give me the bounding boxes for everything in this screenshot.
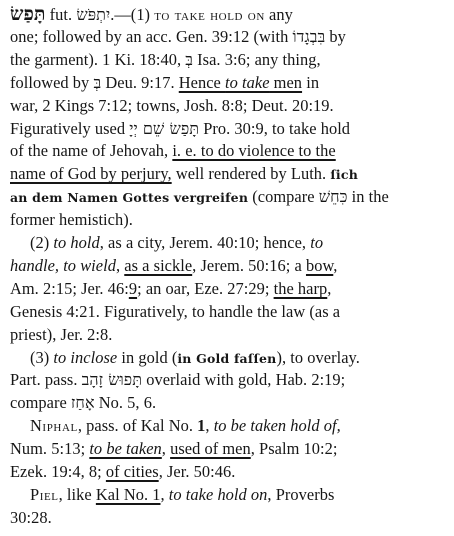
- underlined-italic-text: to take: [225, 72, 270, 92]
- text-run: Isa. 3:6; any thing,: [193, 49, 321, 69]
- text-run: , Jerem. 50:16; a: [192, 255, 306, 275]
- text-run: priest), Jer. 2:8.: [10, 324, 113, 344]
- underlined-text: 9: [128, 278, 138, 298]
- entry-line: [30, 347, 360, 370]
- hebrew-word: בְּ: [185, 49, 194, 69]
- small-caps-text: Niphal: [30, 416, 78, 436]
- hebrew-word: תָּפַשׂ שֵׁם יְיָ: [129, 118, 200, 138]
- entry-line: [10, 140, 336, 162]
- text-run: ,: [333, 255, 338, 275]
- text-run: in: [302, 72, 320, 92]
- underlined-text: as a sickle: [124, 255, 193, 275]
- text-run: , as a city, Jerem. 40:10; hence,: [99, 233, 311, 252]
- hebrew-word: יִתְפֹּשׂ: [76, 5, 111, 24]
- hebrew-word: כִּחֵשׁ: [318, 187, 348, 207]
- text-run: 30:28.: [10, 507, 52, 527]
- italic-text: to: [310, 233, 324, 252]
- entry-line: [10, 255, 337, 277]
- text-run: well rendered by Luth.: [171, 164, 331, 184]
- text-run: , Psalm 10:2;: [250, 439, 338, 459]
- underlined-text: used of men: [170, 439, 251, 459]
- italic-text: to hold: [53, 233, 100, 252]
- text-run: the garment). 1 Ki. 18:40,: [10, 49, 186, 69]
- text-run: Part. pass.: [10, 370, 82, 390]
- underlined-text: men: [269, 72, 303, 92]
- text-run: Genesis 4:21. Figuratively, to handle the law (as a: [10, 301, 341, 321]
- text-run: (2): [30, 233, 54, 252]
- entry-line: [30, 232, 323, 254]
- underlined-text: Hence: [178, 72, 226, 92]
- entry-line: [30, 484, 334, 506]
- entry-line: [10, 324, 112, 346]
- hebrew-word: תָּפוּשׂ זָהָב: [81, 370, 143, 390]
- bold-number: 1: [197, 416, 206, 436]
- text-run: Deu. 9:17.: [101, 72, 179, 92]
- german-blackletter-text: an dem Namen Gottes vergreifen: [10, 190, 249, 206]
- underlined-text: i. e. to do violence to the: [172, 141, 336, 161]
- text-run: followed by: [10, 72, 94, 92]
- underlined-text: the harp: [273, 278, 328, 298]
- text-run: war, 2 Kings 7:12; towns, Josh. 8:8; Deut. 20:19.: [10, 95, 334, 115]
- text-run: fut.: [45, 5, 77, 24]
- text-run: any: [264, 5, 293, 24]
- entry-line: [10, 3, 293, 26]
- text-run: in gold (: [117, 347, 178, 367]
- text-run: , like: [58, 484, 96, 504]
- italic-text: to take hold on: [168, 484, 268, 504]
- text-run: ; an oar, Eze. 27:29;: [137, 278, 274, 298]
- underlined-text: Kal No. 1: [95, 484, 161, 504]
- hebrew-word: אָחַז: [70, 393, 95, 413]
- text-run: ,: [161, 439, 171, 459]
- text-run: Figuratively used: [10, 118, 130, 138]
- italic-text: to be taken hold of,: [213, 416, 341, 436]
- text-run: ,: [327, 278, 332, 298]
- german-blackletter-text: ſich: [330, 167, 358, 183]
- text-run: ), to overlay.: [276, 347, 360, 367]
- hebrew-word: בְּ: [93, 72, 102, 92]
- text-run: ,: [160, 484, 169, 504]
- entry-line: [10, 438, 337, 460]
- small-caps-text: Piel: [30, 484, 59, 504]
- underlined-text: name of God by perjury,: [10, 164, 172, 184]
- text-run: Ezek. 19:4, 8;: [10, 462, 106, 481]
- text-run: No. 5, 6.: [94, 393, 157, 413]
- underlined-text: bow: [305, 255, 334, 275]
- underlined-text: of cities: [105, 462, 159, 481]
- entry-line: [10, 163, 358, 186]
- text-run: (compare: [248, 187, 319, 207]
- text-run: ,: [115, 255, 125, 275]
- headword-hebrew: תָּפַשׂ: [10, 3, 46, 25]
- text-run: Num. 5:13;: [10, 439, 90, 459]
- text-run: , Jer. 50:46.: [158, 462, 236, 481]
- text-run: in the: [347, 187, 389, 207]
- entry-line: [10, 301, 340, 323]
- entry-line: [10, 507, 52, 529]
- text-run: compare: [10, 393, 71, 413]
- text-run: ,: [205, 416, 214, 436]
- text-run: of the name of Jehovah,: [10, 141, 173, 161]
- entry-line: [10, 49, 321, 71]
- entry-line: [10, 369, 345, 391]
- entry-line: [10, 186, 389, 209]
- italic-text: handle, to wield: [10, 255, 116, 275]
- entry-line: [10, 26, 346, 48]
- entry-line: [10, 392, 156, 414]
- small-caps-text: to take hold on: [154, 5, 265, 24]
- entry-line: [10, 461, 235, 483]
- underlined-italic-text: to be taken: [89, 439, 162, 459]
- text-run: former hemistich).: [10, 210, 133, 230]
- text-run: , pass. of Kal No.: [77, 416, 198, 436]
- entry-line: [10, 209, 133, 231]
- text-run: one; followed by an acc. Gen. 39:12 (with: [10, 26, 293, 46]
- text-run: (3): [30, 347, 54, 367]
- entry-line: [10, 118, 350, 140]
- entry-line: [30, 415, 341, 437]
- entry-line: [10, 72, 319, 94]
- entry-line: [10, 278, 331, 300]
- text-run: overlaid with gold, Hab. 2:19;: [142, 370, 346, 390]
- italic-text: to inclose: [53, 347, 118, 367]
- hebrew-word: בִּבְגָדוֹ: [292, 26, 326, 46]
- text-run: by: [325, 26, 346, 46]
- text-run: Pro. 30:9, to take hold: [199, 118, 351, 138]
- entry-line: [10, 95, 334, 117]
- text-run: Am. 2:15; Jer. 46:: [10, 278, 129, 298]
- text-run: .—(1): [110, 5, 155, 24]
- text-run: , Proverbs: [267, 484, 335, 504]
- german-blackletter-text: in Gold faſſen: [177, 350, 277, 366]
